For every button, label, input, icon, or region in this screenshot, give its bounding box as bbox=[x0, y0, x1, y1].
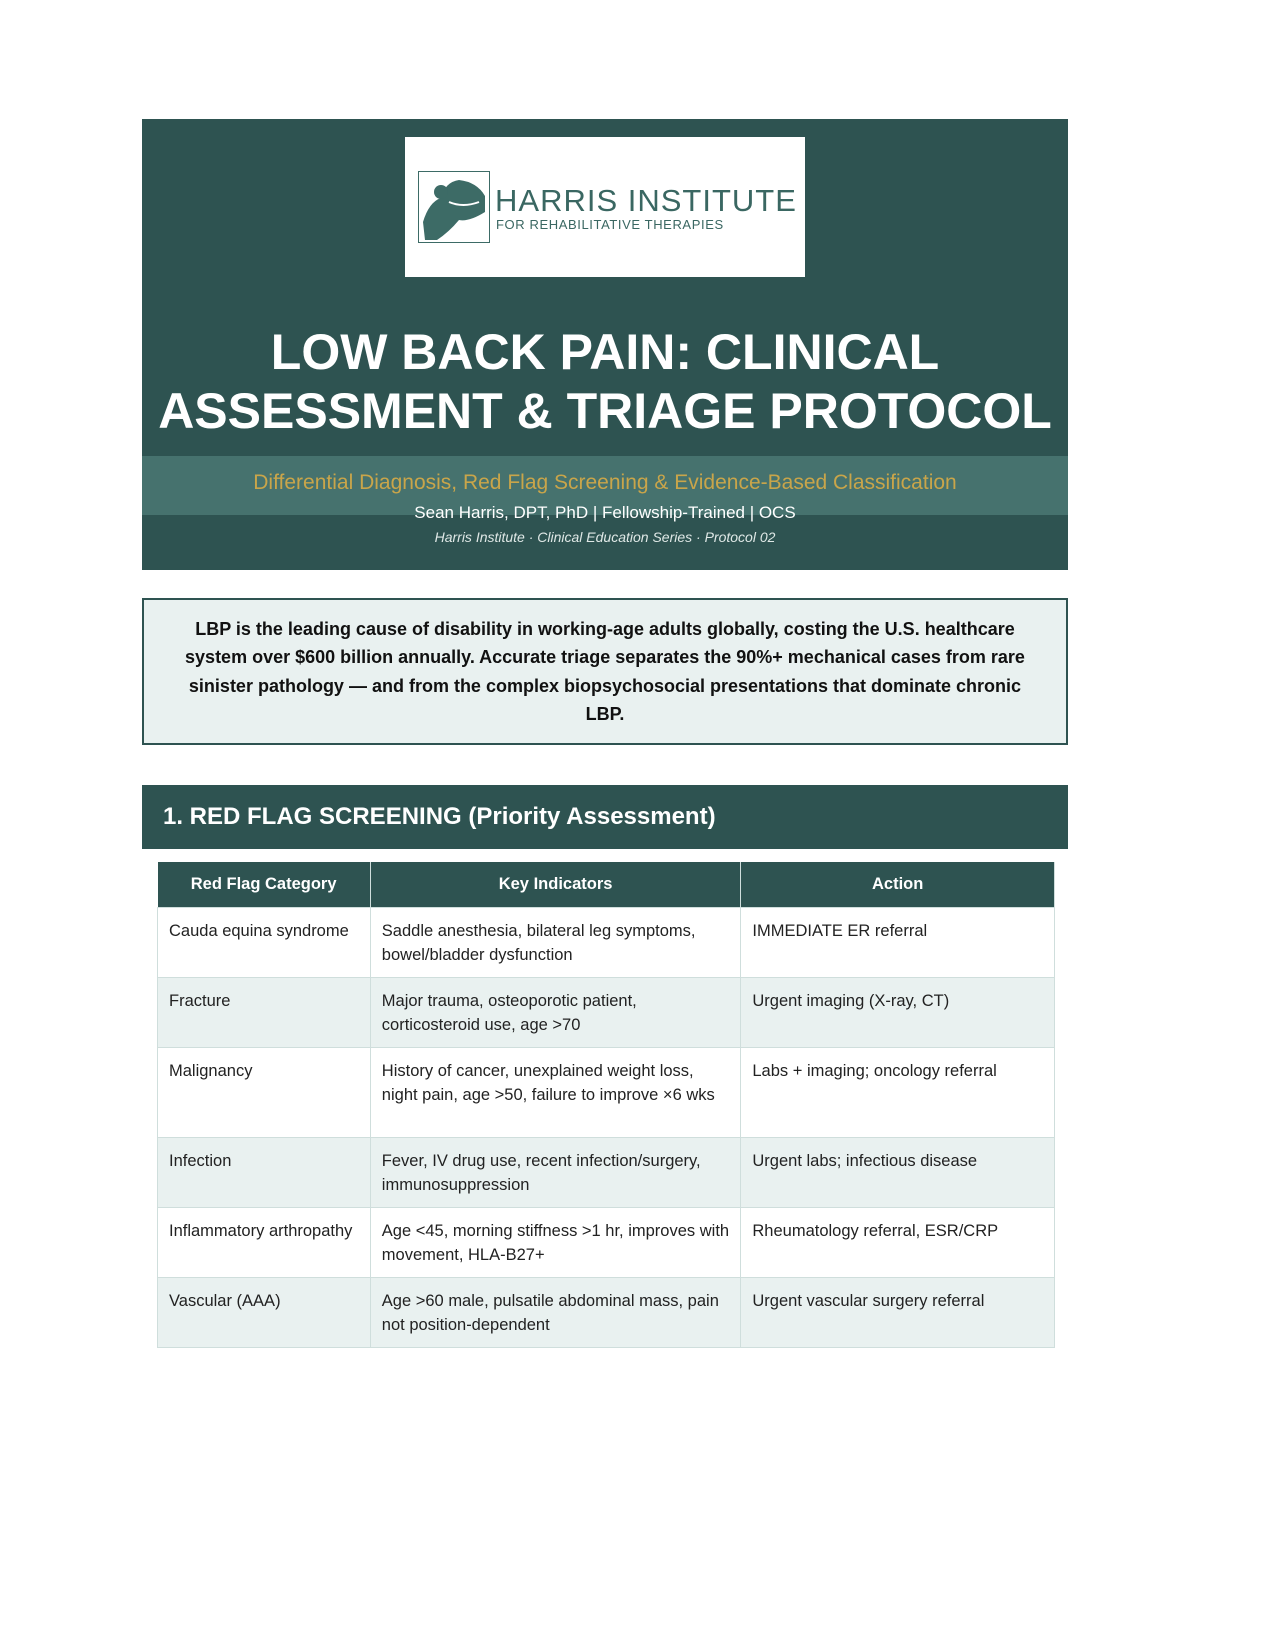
table-row bbox=[158, 1278, 1055, 1348]
column-header: Red Flag Category bbox=[158, 862, 371, 908]
logo-figure-icon bbox=[418, 171, 490, 243]
author-line: Sean Harris, DPT, PhD | Fellowship-Trained | OCS bbox=[414, 503, 796, 522]
title-line: LOW BACK PAIN: CLINICAL bbox=[270, 324, 940, 380]
action-cell: Labs + imaging; oncology referral bbox=[741, 1048, 1055, 1138]
table-header-row bbox=[158, 862, 1055, 908]
category-cell: Malignancy bbox=[158, 1048, 371, 1138]
red-flag-table bbox=[157, 862, 1055, 1348]
series-line: Harris Institute · Clinical Education Series · Protocol 02 bbox=[434, 529, 776, 545]
action-cell: Urgent labs; infectious disease bbox=[741, 1138, 1055, 1208]
column-header: Key Indicators bbox=[370, 862, 741, 908]
category-cell: Cauda equina syndrome bbox=[158, 908, 371, 978]
summary-callout bbox=[142, 598, 1068, 745]
table-row bbox=[158, 1048, 1055, 1138]
category-cell: Infection bbox=[158, 1138, 371, 1208]
action-cell: IMMEDIATE ER referral bbox=[741, 908, 1055, 978]
indicators-cell: History of cancer, unexplained weight loss, night pain, age >50, failure to improve ×6 wks bbox=[370, 1048, 741, 1138]
table-row bbox=[158, 1138, 1055, 1208]
institute-logo bbox=[405, 137, 805, 277]
indicators-cell: Major trauma, osteoporotic patient, corticosteroid use, age >70 bbox=[370, 978, 741, 1048]
header-banner bbox=[142, 119, 1068, 570]
logo-tagline: FOR REHABILITATIVE THERAPIES bbox=[496, 217, 724, 232]
action-cell: Urgent vascular surgery referral bbox=[741, 1278, 1055, 1348]
category-cell: Fracture bbox=[158, 978, 371, 1048]
action-cell: Rheumatology referral, ESR/CRP bbox=[741, 1208, 1055, 1278]
subtitle: Differential Diagnosis, Red Flag Screening & Evidence-Based Classification bbox=[253, 471, 957, 494]
indicators-cell: Fever, IV drug use, recent infection/surgery, immunosuppression bbox=[370, 1138, 741, 1208]
table-row bbox=[158, 978, 1055, 1048]
summary-text: LBP is the leading cause of disability in working-age adults globally, costing the U.S. healthcare system over $600 billion annually. Accurate triage separates the 90%+ mechanical cases from rare sinister pathology — and from the complex biopsychosocial presentations that dominate chronic LBP. bbox=[185, 618, 1025, 724]
column-header: Action bbox=[741, 862, 1055, 908]
table-row bbox=[158, 908, 1055, 978]
page-title bbox=[142, 323, 1068, 441]
indicators-cell: Age >60 male, pulsatile abdominal mass, pain not position-dependent bbox=[370, 1278, 741, 1348]
table-row bbox=[158, 1208, 1055, 1278]
section-heading: 1. RED FLAG SCREENING (Priority Assessment) bbox=[142, 785, 1068, 849]
title-line: ASSESSMENT & TRIAGE PROTOCOL bbox=[158, 383, 1052, 439]
action-cell: Urgent imaging (X-ray, CT) bbox=[741, 978, 1055, 1048]
logo-name: HARRIS INSTITUTE bbox=[495, 183, 797, 218]
category-cell: Vascular (AAA) bbox=[158, 1278, 371, 1348]
indicators-cell: Saddle anesthesia, bilateral leg symptoms, bowel/bladder dysfunction bbox=[370, 908, 741, 978]
category-cell: Inflammatory arthropathy bbox=[158, 1208, 371, 1278]
indicators-cell: Age <45, morning stiffness >1 hr, improves with movement, HLA-B27+ bbox=[370, 1208, 741, 1278]
